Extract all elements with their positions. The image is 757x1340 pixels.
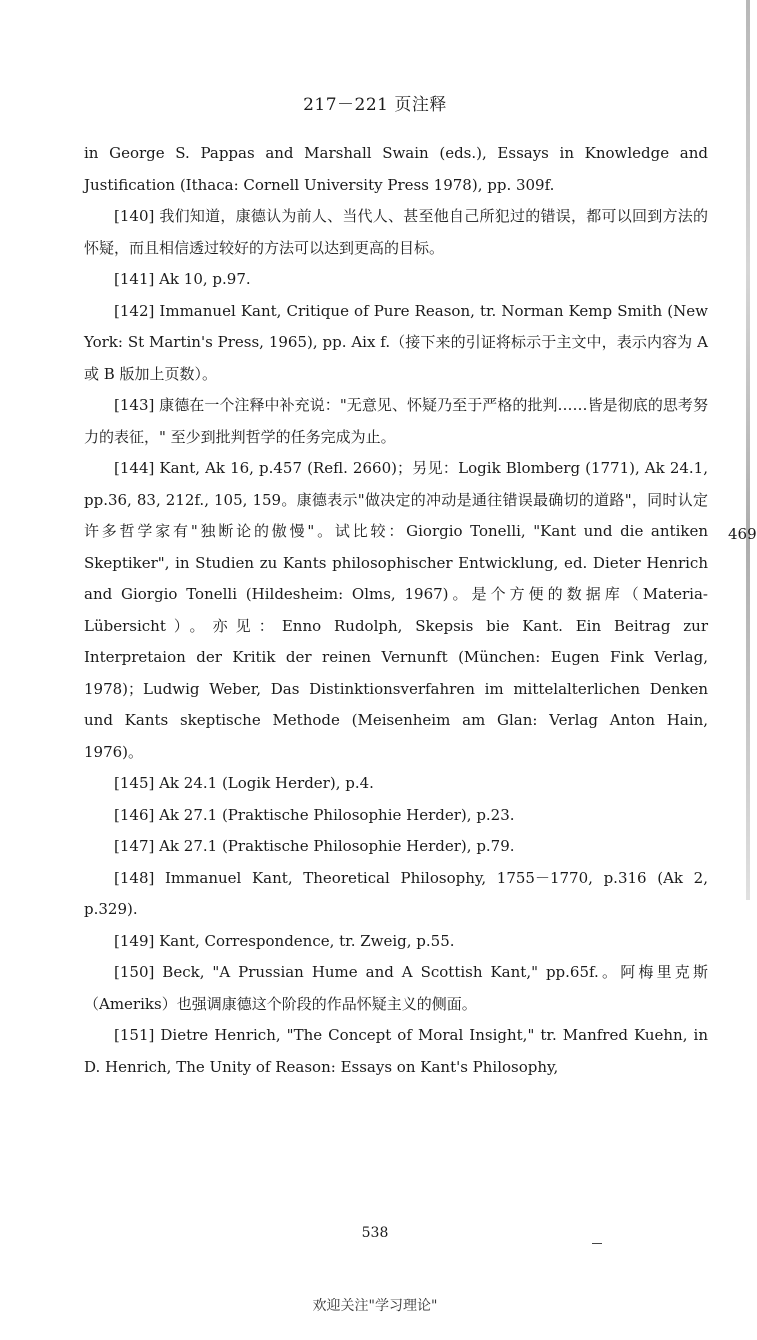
note-149: [149] Kant, Correspondence, tr. Zweig, p.55. [114, 931, 455, 950]
note-continuation: in George S. Pappas and Marshall Swain (eds.), Essays in Knowledge and Justification (Ithaca: Cornell University Press 1978), pp. 309f. [84, 144, 708, 194]
note-141: [141] Ak 10, p.97. [114, 270, 251, 288]
note-147: [147] Ak 27.1 (Praktische Philosophie Herder), p.79. [114, 837, 515, 855]
notes-body [84, 138, 708, 1083]
note-144: [144] Kant, Ak 16, p.457 (Refl. 2660)；另见：Logik Blomberg (1771), Ak 24.1, pp.36, 83, 212f., 105, 159。康德表示"做决定的冲动是通往错误最确切的道路"，同时认定许多哲学家有"独断论的傲慢"。试比较：Giorgio Tonelli, "Kant und die antiken Skeptiker", in Studien zu Kants philosophischer Entwicklung, ed. Dieter Henrich and Giorgio Tonelli (Hildesheim: Olms, 1967)。是个方便的数据库（Materia-Lübersicht）。亦见：Enno Rudolph, Skepsis bie Kant. Ein Beitrag zur Interpretaion der Kritik der reinen Vernunft (München: Eugen Fink Verlag, 1978)；Ludwig Weber, Das Distinktionsverfahren im mittelalterlichen Denken und Kants skeptische Methode (Meisenheim am Glan: Verlag Anton Hain, 1976)。 [84, 459, 708, 761]
watermark-footer: 欢迎关注"学习理论" [312, 1298, 438, 1314]
note-145: [145] Ak 24.1 (Logik Herder), p.4. [114, 774, 374, 792]
page-edge-shadow [746, 0, 750, 900]
scan-mark [592, 1243, 602, 1244]
note-146: [146] Ak 27.1 (Praktische Philosophie Herder), p.23. [114, 805, 515, 824]
note-142: [142] Immanuel Kant, Critique of Pure Reason, tr. Norman Kemp Smith (New York: St Martin's Press, 1965), pp. Aix f.（接下来的引证将标示于主文中，表示内容为 A 或 B 版加上页数）。 [84, 301, 708, 383]
running-header: 217－221 页注释 [303, 95, 447, 115]
note-140: [140] 我们知道，康德认为前人、当代人、甚至他自己所犯过的错误，都可以回到方法的怀疑，而且相信透过较好的方法可以达到更高的目标。 [84, 207, 708, 257]
margin-page-reference: 469 [728, 525, 757, 543]
note-150: [150] Beck, "A Prussian Hume and A Scottish Kant," pp.65f.。阿梅里克斯（Ameriks）也强调康德这个阶段的作品怀疑主义的侧面。 [84, 963, 708, 1013]
note-143: [143] 康德在一个注释中补充说："无意见、怀疑乃至于严格的批判……皆是彻底的思考努力的表征，" 至少到批判哲学的任务完成为止。 [84, 396, 708, 446]
note-148: [148] Immanuel Kant, Theoretical Philosophy, 1755－1770, p.316 (Ak 2, p.329). [84, 868, 708, 918]
page-number: 538 [361, 1225, 389, 1241]
note-151: [151] Dietre Henrich, "The Concept of Moral Insight," tr. Manfred Kuehn, in D. Henrich, The Unity of Reason: Essays on Kant's Philosophy, [84, 1026, 708, 1076]
